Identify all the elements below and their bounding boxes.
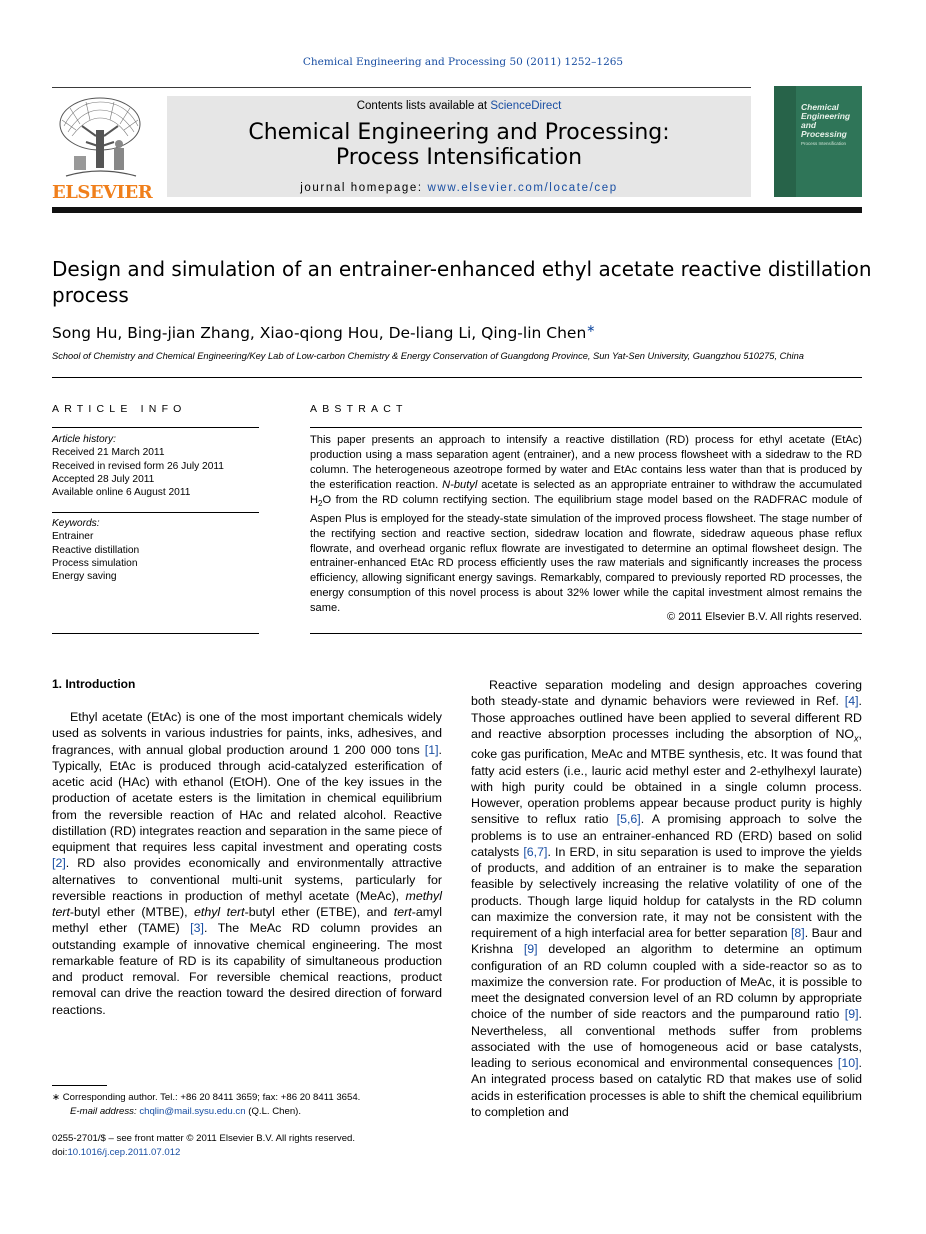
- abstract-subscript: 2: [318, 498, 323, 508]
- history-item: Received in revised form 26 July 2011: [52, 460, 224, 472]
- contents-line: [167, 100, 751, 112]
- keyword-item: Entrainer: [52, 531, 94, 543]
- journal-cover-image: [774, 86, 862, 197]
- homepage-label: journal homepage:: [300, 182, 428, 194]
- homepage-link[interactable]: www.elsevier.com/locate/cep: [427, 182, 618, 194]
- doi-label: doi:: [52, 1146, 68, 1158]
- abstract-copyright: © 2011 Elsevier B.V. All rights reserved.: [666, 611, 862, 623]
- citation-link[interactable]: [1]: [424, 742, 439, 757]
- history-item: Accepted 28 July 2011: [52, 473, 155, 485]
- keywords-divider: [52, 633, 259, 634]
- body-text: Reactive separation modeling and design approaches covering both steady-state and dynamic behaviors were reviewed in Ref.: [471, 678, 862, 709]
- cover-subtitle: Process Intensification: [801, 141, 847, 146]
- body-text: . An integrated process based on catalytic RD that makes use of solid acids in esterification processes is able to shift the chemical equilibrium to completion and: [471, 1056, 862, 1119]
- cover-title: Chemical Engineering and Processing: [801, 102, 851, 139]
- affiliation-divider: [52, 377, 862, 378]
- citation-link[interactable]: [9]: [523, 942, 538, 957]
- footnote-email-line: [52, 1105, 442, 1119]
- keywords-label: Keywords:: [52, 518, 100, 529]
- citation-link[interactable]: [2]: [52, 856, 66, 871]
- journal-title: [167, 120, 751, 170]
- corresponding-author-mark[interactable]: ∗: [586, 322, 596, 335]
- journal-homepage: [167, 182, 751, 194]
- email-link[interactable]: chqlin@mail.sysu.edu.cn: [139, 1105, 246, 1117]
- body-text: -amyl methyl ether (TAME): [52, 905, 442, 936]
- body-text: . The MeAc RD column provides an outstanding example of innovative chemical engineering. The most remarkable feature of RD is its capability of simultaneous production and product removal. For reversible chemical reactions, product removal can drive the reaction toward the desired direction of forward reactions.: [52, 921, 442, 1017]
- affiliation: School of Chemistry and Chemical Engineering/Key Lab of Low-carbon Chemistry & Energy Conservation of Guangdong Province, Sun Yat-Sen University, Guangzhou 510275, China: [52, 351, 804, 361]
- article-history: [52, 433, 259, 499]
- body-text: -butyl ether (MTBE),: [69, 905, 195, 919]
- body-text: . Nevertheless, all conventional methods suffer from problems associated with the use of homogeneous acid or base catalysts, leading to serious economical and environmental consequences: [471, 1007, 862, 1071]
- keyword-item: Reactive distillation: [52, 544, 140, 556]
- abstract-text: [310, 433, 862, 616]
- header-thick-rule: [52, 207, 862, 213]
- abstract-bottom-divider: [310, 633, 862, 634]
- article-title: Design and simulation of an entrainer-enhanced ethyl acetate reactive distillation process: [52, 257, 872, 307]
- header-divider: [52, 87, 751, 88]
- email-label: E-mail address:: [70, 1105, 140, 1117]
- citation-link[interactable]: [6,7]: [523, 844, 548, 859]
- body-column-left: [52, 709, 442, 1018]
- article-info-divider: [52, 427, 259, 428]
- body-text: -butyl ether (ETBE), and: [244, 905, 394, 919]
- section-heading: 1. Introduction: [52, 677, 136, 691]
- body-text: developed an algorithm to determine an optimum configuration of an RD column coupled with a side-reactor so as to maximize the conversion rate. For production of MeAc, it is possible to meet the designated conversion level of an RD column by appropriate choice of the number of side reactors and the pumparound ratio: [471, 942, 862, 1022]
- history-item: Available online 6 August 2011: [52, 487, 191, 499]
- abstract-heading: ABSTRACT: [310, 403, 408, 415]
- body-text: Ethyl acetate (EtAc) is one of the most important chemicals widely used as solvents in various industries for paints, inks, adhesives, and fragrances, with annual global production around 1 200 000 tons: [52, 710, 442, 757]
- page-footer: [52, 1132, 442, 1159]
- elsevier-tree-icon: [56, 96, 144, 182]
- citation-link[interactable]: [8]: [790, 926, 805, 941]
- body-text: . Typically, EtAc is produced through acid-catalyzed esterification of acetic acid (HAc) with ethanol (EtOH). One of the key issues in the production of acetate esters is the limitation in chemical equilibrium from the reversible reaction of HAc and related alcohol. Reactive distillation (RD) integrates reaction and separation in the same piece of equipment that requires less capital investment and operating costs: [52, 742, 442, 854]
- body-text: . RD also provides economically and environmentally attractive alternatives to conventional multi-unit systems, particularly for reversible reactions in production of methyl acetate (MeAc),: [52, 856, 442, 903]
- body-text: . A promising approach to solve the problems is to use an entrainer-enhanced RD (ERD) based on solid catalysts: [471, 812, 863, 859]
- article-info-heading: ARTICLE INFO: [52, 403, 187, 415]
- abstract-italic: N-butyl: [442, 478, 478, 491]
- body-column-right: [471, 677, 862, 1120]
- contents-prefix: Contents lists available at: [356, 100, 491, 112]
- doi-line: [52, 1146, 442, 1160]
- body-italic: methyl tert: [52, 888, 442, 919]
- abstract-part: This paper presents an approach to intensify a reactive distillation (RD) process for ethyl acetate (EtAc) production using a mass separation agent (entrainer), and a new process flowsheet with a sidedraw to the RD column. The heterogeneous azeotrope formed by water and EtAc contains less water than that is produced by the esterification reaction.: [310, 434, 862, 491]
- body-italic: tert: [393, 905, 412, 919]
- cover-strip: [774, 86, 796, 197]
- citation-link[interactable]: [9]: [844, 1007, 859, 1022]
- journal-reference[interactable]: Chemical Engineering and Processing 50 (2011) 1252–1265: [302, 56, 624, 68]
- citation-link[interactable]: [4]: [844, 694, 859, 709]
- authors-text: Song Hu, Bing-jian Zhang, Xiao-qiong Hou, De-liang Li, Qing-lin Chen: [52, 324, 587, 343]
- elsevier-wordmark: ELSEVIER: [52, 182, 153, 203]
- body-subscript: x: [854, 733, 859, 744]
- footnote-rule: [52, 1085, 107, 1086]
- abstract-part: acetate is selected as an appropriate entrainer to withdraw the accumulated H: [310, 478, 862, 506]
- history-divider: [52, 512, 259, 513]
- doi-link[interactable]: 10.1016/j.cep.2011.07.012: [67, 1146, 181, 1158]
- body-italic: ethyl tert: [194, 905, 245, 919]
- body-text: , coke gas purification, MeAc and MTBE synthesis, etc. It was found that fatty acid esters (i.e., lauric acid methyl ester and 2-ethylhexyl laurate) with high purity could be obtained in a single column process. However, operation problems appear because product purity is highly sensitive to reflux ratio: [471, 726, 862, 827]
- keyword-item: Process simulation: [52, 557, 138, 569]
- keyword-item: Energy saving: [52, 571, 117, 583]
- citation-link[interactable]: [10]: [837, 1056, 859, 1071]
- issn-line: 0255-2701/$ – see front matter © 2011 Elsevier B.V. All rights reserved.: [52, 1133, 356, 1144]
- journal-header-band: [167, 96, 751, 197]
- keywords: [52, 517, 259, 583]
- history-item: Received 21 March 2011: [52, 447, 165, 459]
- footnote: [52, 1091, 442, 1118]
- body-text: . Baur and Krishna: [471, 926, 862, 957]
- history-label: Article history:: [52, 434, 116, 445]
- citation-link[interactable]: [3]: [190, 921, 204, 936]
- journal-title-line2: Process Intensification: [335, 145, 583, 170]
- abstract-divider: [310, 427, 862, 428]
- sciencedirect-link[interactable]: ScienceDirect: [490, 100, 562, 112]
- abstract-part: O from the RD column rectifying section. The equilibrium stage model based on the RADFRAC module of Aspen Plus is employed for the steady-state simulation of the improved process flowsheet. The stage number of the rectifying section and reactive section, sidedraw location and flowrate, sidedraw aqueous phase reflux flowrate, and overhead organic reflux flowrate are investigated to determine an optimal flowsheet design. The entrainer-enhanced EtAc RD process efficiently uses the raw materials and significantly increases the process efficiency, allowing significant energy savings. Remarkably, compared to previously reported RD processes, the energy consumption of this novel process is about 32% lower while the capital investment almost remains the same.: [310, 493, 862, 615]
- citation-link[interactable]: [5,6]: [616, 812, 641, 827]
- email-suffix: (Q.L. Chen).: [245, 1105, 302, 1117]
- journal-title-line1: Chemical Engineering and Processing:: [248, 120, 670, 145]
- author-list: [52, 322, 862, 342]
- body-text: . In ERD, in situ separation is used to improve the yields of products, and addition of an entrainer is to make the separation feasible by selectively increasing the relative volatility of one of the products. Though large liquid holdup for catalysts in the RD column can maximize the conversion rate, it may not be consistent with the requirement of a high interfacial area for better separation: [471, 844, 862, 941]
- footnote-corresponding: ∗ Corresponding author. Tel.: +86 20 8411 3659; fax: +86 20 8411 3654.: [52, 1092, 361, 1103]
- elsevier-logo: [52, 96, 153, 203]
- body-text: . Those approaches outlined have been applied to several different RD and reactive absorption processes including the absorption of NO: [471, 694, 862, 741]
